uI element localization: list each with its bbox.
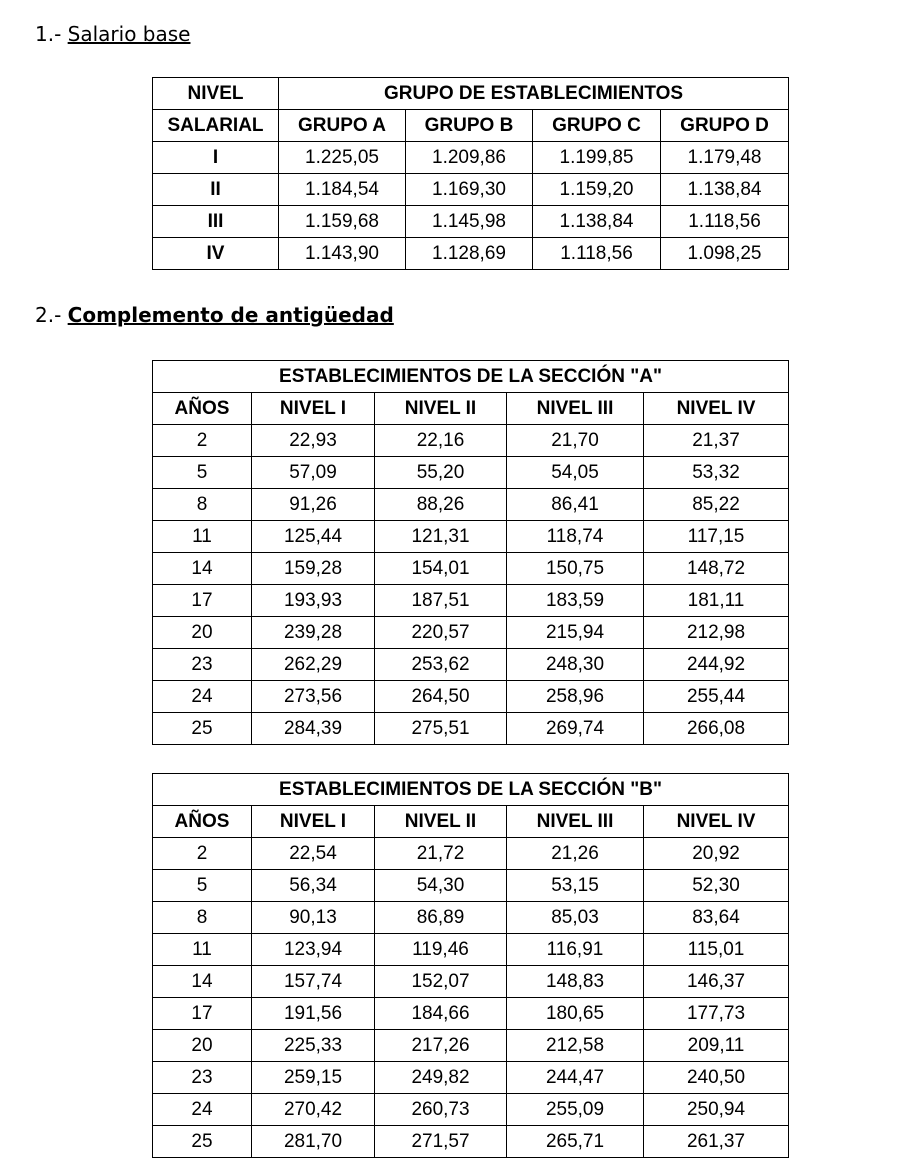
section-number: 2.- bbox=[35, 303, 68, 327]
value-cell: 260,73 bbox=[375, 1094, 507, 1126]
value-cell: 152,07 bbox=[375, 966, 507, 998]
value-cell: 116,91 bbox=[507, 934, 644, 966]
years-cell: 8 bbox=[153, 902, 252, 934]
years-cell: 25 bbox=[153, 1126, 252, 1158]
value-cell: 22,93 bbox=[252, 425, 375, 457]
value-cell: 1.098,25 bbox=[661, 238, 789, 270]
value-cell: 281,70 bbox=[252, 1126, 375, 1158]
table-row bbox=[153, 521, 789, 553]
years-cell: 2 bbox=[153, 425, 252, 457]
value-cell: 270,42 bbox=[252, 1094, 375, 1126]
value-cell: 269,74 bbox=[507, 713, 644, 745]
value-cell: 183,59 bbox=[507, 585, 644, 617]
value-cell: 253,62 bbox=[375, 649, 507, 681]
years-cell: 14 bbox=[153, 553, 252, 585]
table-row bbox=[153, 489, 789, 521]
header-cell: NIVEL II bbox=[375, 393, 507, 425]
years-cell: 2 bbox=[153, 838, 252, 870]
value-cell: 54,30 bbox=[375, 870, 507, 902]
value-cell: 146,37 bbox=[644, 966, 789, 998]
value-cell: 255,09 bbox=[507, 1094, 644, 1126]
value-cell: 180,65 bbox=[507, 998, 644, 1030]
value-cell: 239,28 bbox=[252, 617, 375, 649]
value-cell: 86,41 bbox=[507, 489, 644, 521]
value-cell: 148,72 bbox=[644, 553, 789, 585]
value-cell: 1.128,69 bbox=[406, 238, 533, 270]
header-cell: GRUPO D bbox=[661, 110, 789, 142]
header-cell: NIVEL IV bbox=[644, 393, 789, 425]
value-cell: 1.184,54 bbox=[279, 174, 406, 206]
value-cell: 157,74 bbox=[252, 966, 375, 998]
table-row bbox=[153, 585, 789, 617]
years-cell: 20 bbox=[153, 1030, 252, 1062]
value-cell: 125,44 bbox=[252, 521, 375, 553]
value-cell: 212,98 bbox=[644, 617, 789, 649]
header-row bbox=[153, 110, 789, 142]
table-row bbox=[153, 998, 789, 1030]
level-cell: I bbox=[153, 142, 279, 174]
header-cell: NIVEL III bbox=[507, 806, 644, 838]
table-row bbox=[153, 1030, 789, 1062]
table-row bbox=[153, 934, 789, 966]
years-cell: 11 bbox=[153, 934, 252, 966]
header-cell: GRUPO B bbox=[406, 110, 533, 142]
value-cell: 258,96 bbox=[507, 681, 644, 713]
header-cell: NIVEL III bbox=[507, 393, 644, 425]
value-cell: 244,92 bbox=[644, 649, 789, 681]
title-row bbox=[153, 774, 789, 806]
value-cell: 22,16 bbox=[375, 425, 507, 457]
value-cell: 54,05 bbox=[507, 457, 644, 489]
value-cell: 261,37 bbox=[644, 1126, 789, 1158]
value-cell: 115,01 bbox=[644, 934, 789, 966]
antiguedad-seccion-a-table bbox=[152, 360, 789, 745]
years-cell: 20 bbox=[153, 617, 252, 649]
value-cell: 20,92 bbox=[644, 838, 789, 870]
section-2-heading bbox=[35, 303, 394, 327]
value-cell: 21,70 bbox=[507, 425, 644, 457]
value-cell: 150,75 bbox=[507, 553, 644, 585]
value-cell: 212,58 bbox=[507, 1030, 644, 1062]
value-cell: 90,13 bbox=[252, 902, 375, 934]
table-row bbox=[153, 425, 789, 457]
table-row bbox=[153, 649, 789, 681]
value-cell: 225,33 bbox=[252, 1030, 375, 1062]
level-cell: III bbox=[153, 206, 279, 238]
value-cell: 249,82 bbox=[375, 1062, 507, 1094]
value-cell: 1.179,48 bbox=[661, 142, 789, 174]
value-cell: 184,66 bbox=[375, 998, 507, 1030]
header-cell: AÑOS bbox=[153, 806, 252, 838]
years-cell: 5 bbox=[153, 870, 252, 902]
header-cell: NIVEL bbox=[153, 78, 279, 110]
value-cell: 86,89 bbox=[375, 902, 507, 934]
value-cell: 1.169,30 bbox=[406, 174, 533, 206]
header-cell: NIVEL II bbox=[375, 806, 507, 838]
years-cell: 17 bbox=[153, 585, 252, 617]
table-row bbox=[153, 681, 789, 713]
value-cell: 284,39 bbox=[252, 713, 375, 745]
value-cell: 159,28 bbox=[252, 553, 375, 585]
value-cell: 85,03 bbox=[507, 902, 644, 934]
value-cell: 123,94 bbox=[252, 934, 375, 966]
value-cell: 83,64 bbox=[644, 902, 789, 934]
table-title: ESTABLECIMIENTOS DE LA SECCIÓN "A" bbox=[153, 361, 789, 393]
years-cell: 14 bbox=[153, 966, 252, 998]
section-title: Salario base bbox=[67, 22, 191, 46]
years-cell: 11 bbox=[153, 521, 252, 553]
table-row bbox=[153, 206, 789, 238]
value-cell: 88,26 bbox=[375, 489, 507, 521]
years-cell: 8 bbox=[153, 489, 252, 521]
years-cell: 25 bbox=[153, 713, 252, 745]
value-cell: 56,34 bbox=[252, 870, 375, 902]
value-cell: 177,73 bbox=[644, 998, 789, 1030]
years-cell: 23 bbox=[153, 1062, 252, 1094]
value-cell: 117,15 bbox=[644, 521, 789, 553]
section-title: Complemento de antigüedad bbox=[67, 303, 394, 327]
table-row bbox=[153, 1094, 789, 1126]
title-row bbox=[153, 361, 789, 393]
value-cell: 248,30 bbox=[507, 649, 644, 681]
value-cell: 259,15 bbox=[252, 1062, 375, 1094]
value-cell: 55,20 bbox=[375, 457, 507, 489]
value-cell: 275,51 bbox=[375, 713, 507, 745]
value-cell: 1.138,84 bbox=[661, 174, 789, 206]
value-cell: 215,94 bbox=[507, 617, 644, 649]
value-cell: 193,93 bbox=[252, 585, 375, 617]
value-cell: 53,32 bbox=[644, 457, 789, 489]
value-cell: 91,26 bbox=[252, 489, 375, 521]
section-1-heading bbox=[35, 22, 190, 46]
value-cell: 181,11 bbox=[644, 585, 789, 617]
value-cell: 85,22 bbox=[644, 489, 789, 521]
value-cell: 266,08 bbox=[644, 713, 789, 745]
header-cell: GRUPO A bbox=[279, 110, 406, 142]
value-cell: 22,54 bbox=[252, 838, 375, 870]
header-cell: GRUPO C bbox=[533, 110, 661, 142]
value-cell: 57,09 bbox=[252, 457, 375, 489]
table-row bbox=[153, 553, 789, 585]
value-cell: 262,29 bbox=[252, 649, 375, 681]
header-row bbox=[153, 393, 789, 425]
value-cell: 191,56 bbox=[252, 998, 375, 1030]
table-row bbox=[153, 902, 789, 934]
value-cell: 118,74 bbox=[507, 521, 644, 553]
value-cell: 1.199,85 bbox=[533, 142, 661, 174]
value-cell: 1.209,86 bbox=[406, 142, 533, 174]
antiguedad-seccion-b-table bbox=[152, 773, 789, 1158]
header-row bbox=[153, 78, 789, 110]
table-row bbox=[153, 238, 789, 270]
value-cell: 21,37 bbox=[644, 425, 789, 457]
value-cell: 240,50 bbox=[644, 1062, 789, 1094]
value-cell: 21,26 bbox=[507, 838, 644, 870]
table-row bbox=[153, 838, 789, 870]
value-cell: 1.159,68 bbox=[279, 206, 406, 238]
value-cell: 21,72 bbox=[375, 838, 507, 870]
table-row bbox=[153, 966, 789, 998]
years-cell: 17 bbox=[153, 998, 252, 1030]
table-row bbox=[153, 1062, 789, 1094]
table-row bbox=[153, 713, 789, 745]
value-cell: 250,94 bbox=[644, 1094, 789, 1126]
value-cell: 1.225,05 bbox=[279, 142, 406, 174]
value-cell: 1.118,56 bbox=[661, 206, 789, 238]
table-row bbox=[153, 142, 789, 174]
table-row bbox=[153, 870, 789, 902]
value-cell: 1.138,84 bbox=[533, 206, 661, 238]
header-cell: GRUPO DE ESTABLECIMIENTOS bbox=[279, 78, 789, 110]
value-cell: 154,01 bbox=[375, 553, 507, 585]
value-cell: 209,11 bbox=[644, 1030, 789, 1062]
header-cell: AÑOS bbox=[153, 393, 252, 425]
header-cell: NIVEL I bbox=[252, 806, 375, 838]
header-cell: NIVEL I bbox=[252, 393, 375, 425]
table-row bbox=[153, 174, 789, 206]
value-cell: 1.143,90 bbox=[279, 238, 406, 270]
value-cell: 271,57 bbox=[375, 1126, 507, 1158]
value-cell: 265,71 bbox=[507, 1126, 644, 1158]
value-cell: 1.118,56 bbox=[533, 238, 661, 270]
value-cell: 187,51 bbox=[375, 585, 507, 617]
value-cell: 244,47 bbox=[507, 1062, 644, 1094]
value-cell: 119,46 bbox=[375, 934, 507, 966]
years-cell: 5 bbox=[153, 457, 252, 489]
value-cell: 53,15 bbox=[507, 870, 644, 902]
years-cell: 23 bbox=[153, 649, 252, 681]
years-cell: 24 bbox=[153, 681, 252, 713]
section-number: 1.- bbox=[35, 22, 68, 46]
salario-base-table bbox=[152, 77, 789, 270]
value-cell: 220,57 bbox=[375, 617, 507, 649]
value-cell: 1.159,20 bbox=[533, 174, 661, 206]
value-cell: 255,44 bbox=[644, 681, 789, 713]
table-row bbox=[153, 617, 789, 649]
value-cell: 1.145,98 bbox=[406, 206, 533, 238]
table-title: ESTABLECIMIENTOS DE LA SECCIÓN "B" bbox=[153, 774, 789, 806]
header-row bbox=[153, 806, 789, 838]
value-cell: 264,50 bbox=[375, 681, 507, 713]
header-cell: NIVEL IV bbox=[644, 806, 789, 838]
value-cell: 121,31 bbox=[375, 521, 507, 553]
years-cell: 24 bbox=[153, 1094, 252, 1126]
value-cell: 217,26 bbox=[375, 1030, 507, 1062]
level-cell: II bbox=[153, 174, 279, 206]
table-row bbox=[153, 457, 789, 489]
level-cell: IV bbox=[153, 238, 279, 270]
value-cell: 52,30 bbox=[644, 870, 789, 902]
value-cell: 273,56 bbox=[252, 681, 375, 713]
header-cell: SALARIAL bbox=[153, 110, 279, 142]
value-cell: 148,83 bbox=[507, 966, 644, 998]
table-row bbox=[153, 1126, 789, 1158]
